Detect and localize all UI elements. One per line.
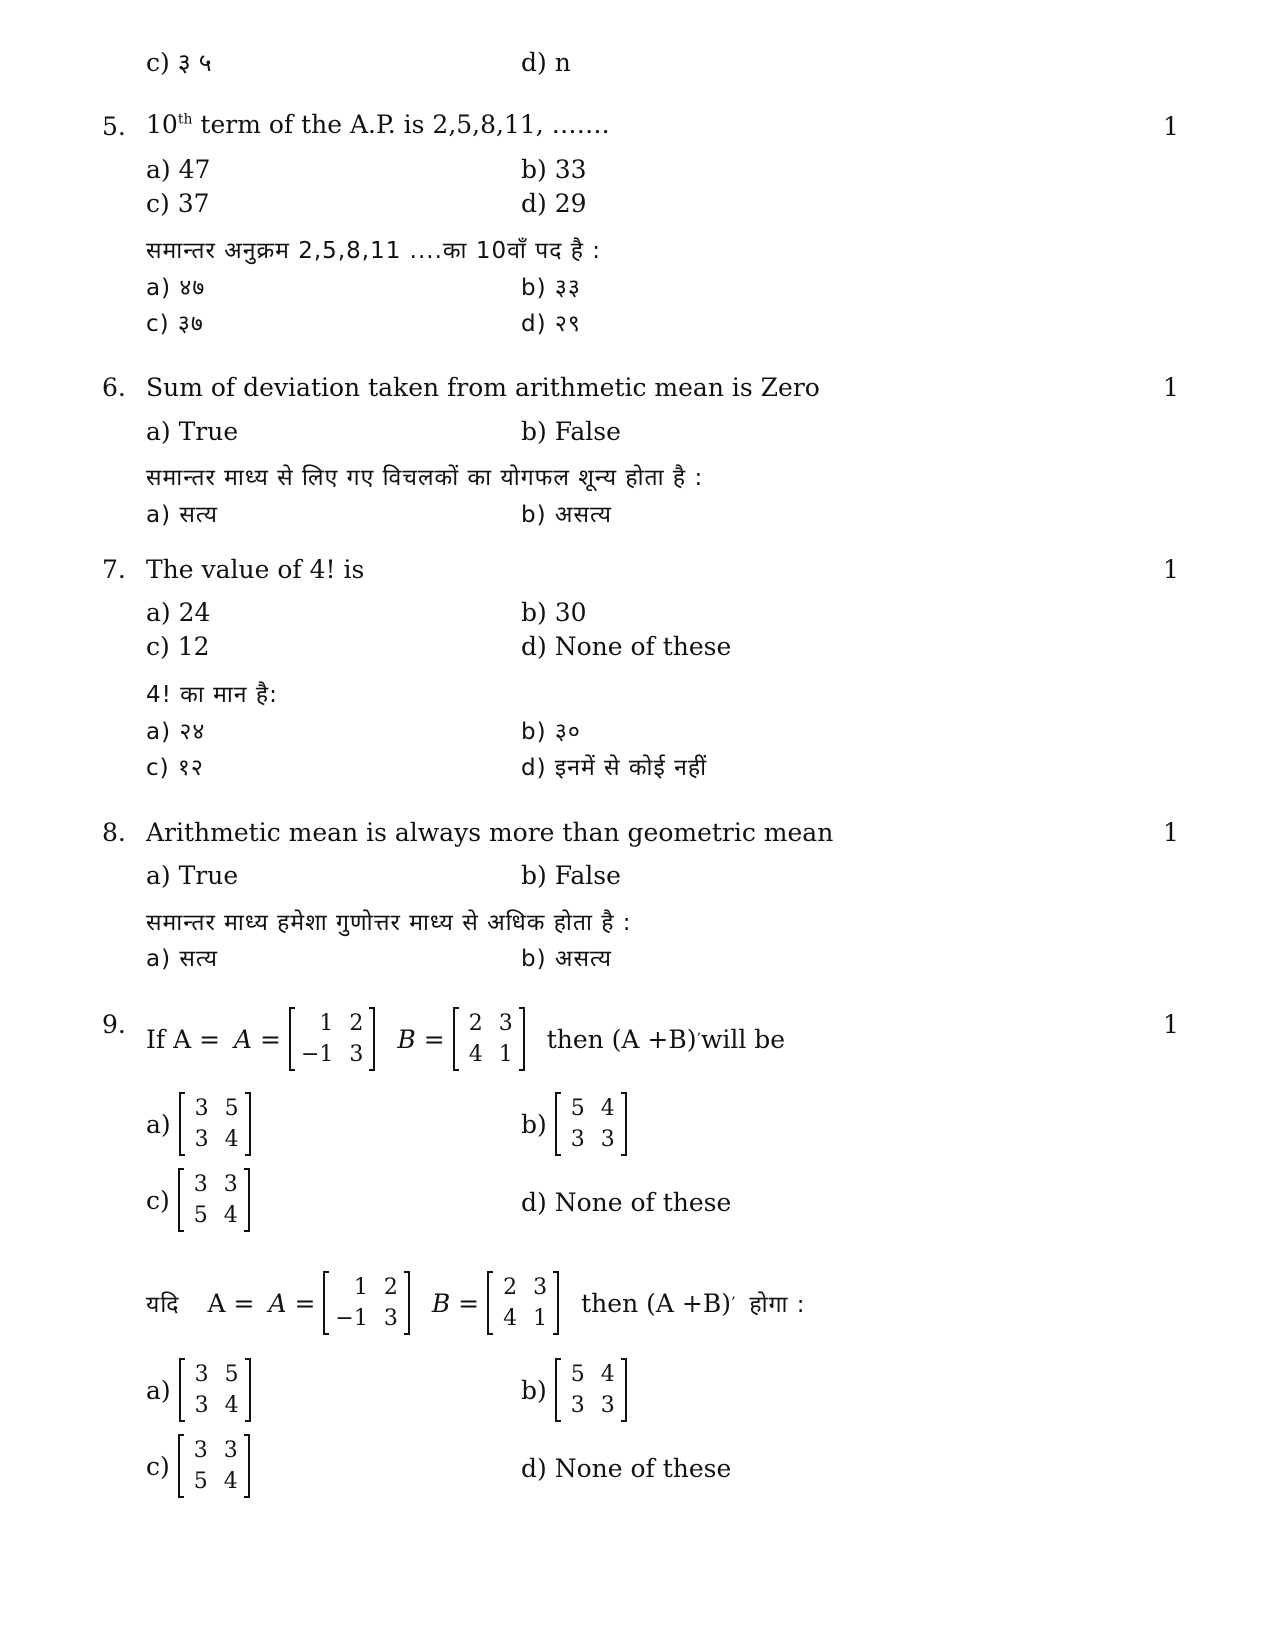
option-c-matrix: 3 3 5 4 [178, 1169, 250, 1231]
q9-hindi-option-a: a) 3 5 3 4 [146, 1359, 259, 1421]
q9-mark: 1 [1163, 1010, 1179, 1039]
q8-hindi-option-a: a) सत्य [146, 946, 218, 972]
q5-hindi-option-c: c) ३७ [146, 311, 204, 337]
q5-hindi-option-a: a) ४७ [146, 275, 206, 301]
q8-option-a: a) True [146, 861, 239, 890]
q5-option-b: b) 33 [521, 155, 587, 184]
q8-mark: 1 [1163, 818, 1179, 847]
q9-hindi-option-d: d) None of these [521, 1454, 732, 1483]
q7-number: 7. [102, 555, 126, 584]
q5-question: 10th term of the A.P. is 2,5,8,11, ……. [146, 110, 610, 139]
q5-number: 5. [102, 112, 126, 141]
q6-question: Sum of deviation taken from arithmetic mean is Zero [146, 373, 820, 402]
hindi-matrix-a: 1 2 −1 3 [323, 1272, 409, 1334]
q7-hindi-option-b: b) ३० [521, 719, 581, 745]
q7-mark: 1 [1163, 555, 1179, 584]
hindi-option-b-matrix: 5 4 3 3 [555, 1359, 627, 1421]
q5-hindi-question: समान्तर अनुक्रम 2,5,8,11 ....का 10वाँ पद है : [146, 238, 602, 264]
option-b-matrix: 5 4 3 3 [555, 1093, 627, 1155]
q6-option-a: a) True [146, 417, 239, 446]
matrix-b: 2 3 4 1 [453, 1008, 525, 1070]
q9-question: If A = A = 1 2 −1 3 B = 2 3 4 1 then (A +B) ’ will be [146, 1008, 785, 1070]
q7-hindi-question: 4! का मान है: [146, 682, 278, 708]
q6-hindi-option-b: b) असत्य [521, 502, 613, 528]
q6-option-b: b) False [521, 417, 621, 446]
q9-option-d: d) None of these [521, 1188, 732, 1217]
q7-option-c: c) 12 [146, 632, 210, 661]
q7-hindi-option-a: a) २४ [146, 719, 206, 745]
q7-question: The value of 4! is [146, 555, 365, 584]
hindi-option-c-matrix: 3 3 5 4 [178, 1435, 250, 1497]
q6-number: 6. [102, 373, 126, 402]
q9-hindi-question: यदि A = A = 1 2 −1 3 B = 2 3 4 1 then (A +B) ’ होगा : [146, 1272, 806, 1334]
q8-hindi-question: समान्तर माध्य हमेशा गुणोत्तर माध्य से अधिक होता है : [146, 910, 632, 936]
q5-option-a: a) 47 [146, 155, 211, 184]
q8-number: 8. [102, 818, 126, 847]
hindi-matrix-b: 2 3 4 1 [487, 1272, 559, 1334]
q6-mark: 1 [1163, 373, 1179, 402]
q7-hindi-option-c: c) १२ [146, 755, 204, 781]
q5-hindi-option-d: d) २९ [521, 311, 581, 337]
q8-question: Arithmetic mean is always more than geometric mean [146, 818, 834, 847]
q9-hindi-option-b: b) 5 4 3 3 [521, 1359, 635, 1421]
q8-hindi-option-b: b) असत्य [521, 946, 613, 972]
q7-hindi-option-d: d) इनमें से कोई नहीं [521, 755, 708, 781]
q9-option-c: c) 3 3 5 4 [146, 1169, 258, 1231]
q7-option-b: b) 30 [521, 598, 587, 627]
matrix-a: 1 2 −1 3 [289, 1008, 375, 1070]
q5-mark: 1 [1163, 112, 1179, 141]
q9-hindi-option-c: c) 3 3 5 4 [146, 1435, 258, 1497]
q8-option-b: b) False [521, 861, 621, 890]
q5-option-c: c) 37 [146, 189, 210, 218]
hindi-option-a-matrix: 3 5 3 4 [179, 1359, 251, 1421]
q6-hindi-question: समान्तर माध्य से लिए गए विचलकों का योगफल शून्य होता है : [146, 465, 704, 491]
q9-option-a: a) 3 5 3 4 [146, 1093, 259, 1155]
q7-option-a: a) 24 [146, 598, 211, 627]
q4-option-d: d) n [521, 48, 571, 77]
q9-option-b: b) 5 4 3 3 [521, 1093, 635, 1155]
q9-number: 9. [102, 1010, 126, 1039]
q7-option-d: d) None of these [521, 632, 732, 661]
q5-option-d: d) 29 [521, 189, 587, 218]
option-a-matrix: 3 5 3 4 [179, 1093, 251, 1155]
q4-option-c: c) ३ ५ [146, 48, 212, 77]
q6-hindi-option-a: a) सत्य [146, 502, 218, 528]
q5-hindi-option-b: b) ३३ [521, 275, 581, 301]
